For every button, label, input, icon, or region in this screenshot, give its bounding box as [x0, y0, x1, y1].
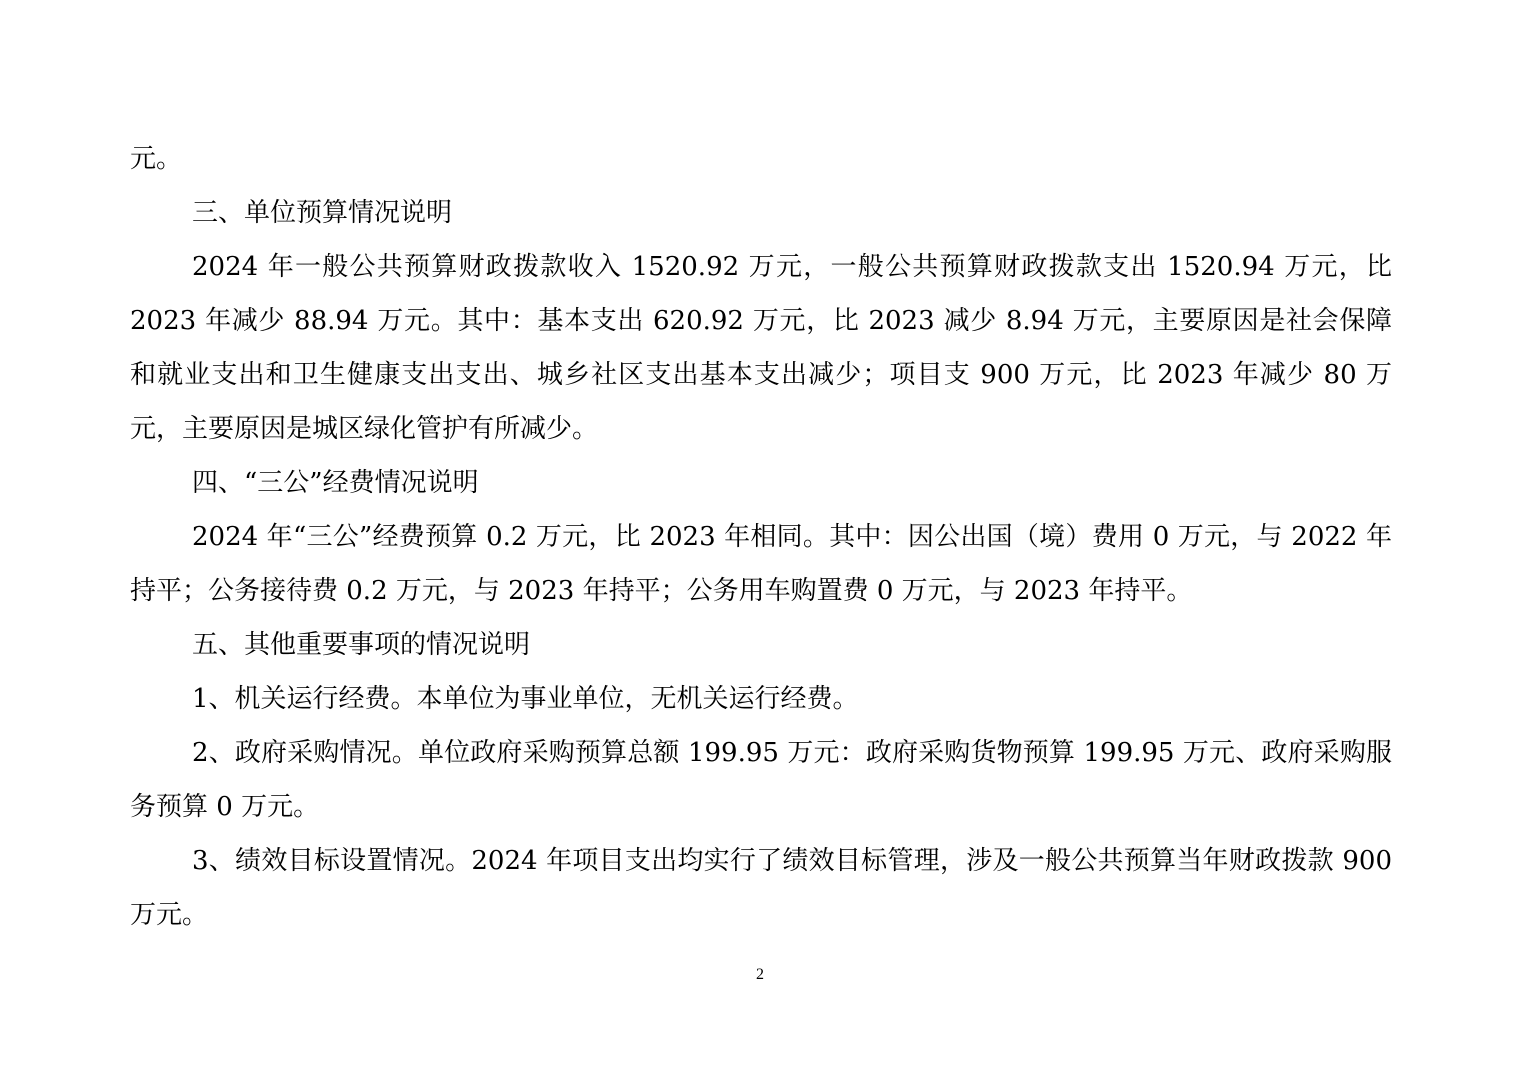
item-performance-targets: 3、绩效目标设置情况。2024 年项目支出均实行了绩效目标管理，涉及一般公共预算当年财政拨款 900 万元。 [130, 846, 1392, 930]
section-heading-three-public-expenses: 四、“三公”经费情况说明 [192, 468, 479, 498]
item-government-procurement: 2、政府采购情况。单位政府采购预算总额 199.95 万元：政府采购货物预算 199.95 万元、政府采购服务预算 0 万元。 [130, 738, 1392, 822]
section-heading-other-matters: 五、其他重要事项的情况说明 [192, 630, 531, 660]
document-body [130, 132, 1392, 942]
page-number: 2 [756, 966, 764, 983]
budget-paragraph: 2024 年一般公共预算财政拨款收入 1520.92 万元，一般公共预算财政拨款支出 1520.94 万元，比 2023 年减少 88.94 万元。其中：基本支出 620.92 万元，比 2023 减少 8.94 万元，主要原因是社会保障和就业支出和卫生健康支出支出、城乡社区支出基本支出减少；项目支 900 万元，比 2023 年减少 80 万元，主要原因是城区绿化管护有所减少。 [130, 252, 1392, 444]
continuation-text: 元。 [130, 144, 183, 174]
section-heading-budget: 三、单位预算情况说明 [192, 198, 453, 228]
three-public-expenses-paragraph: 2024 年“三公”经费预算 0.2 万元，比 2023 年相同。其中：因公出国（境）费用 0 万元，与 2022 年持平；公务接待费 0.2 万元，与 2023 年持平；公务用车购置费 0 万元，与 2023 年持平。 [130, 522, 1392, 606]
item-operating-expenses: 1、机关运行经费。本单位为事业单位，无机关运行经费。 [192, 684, 859, 714]
